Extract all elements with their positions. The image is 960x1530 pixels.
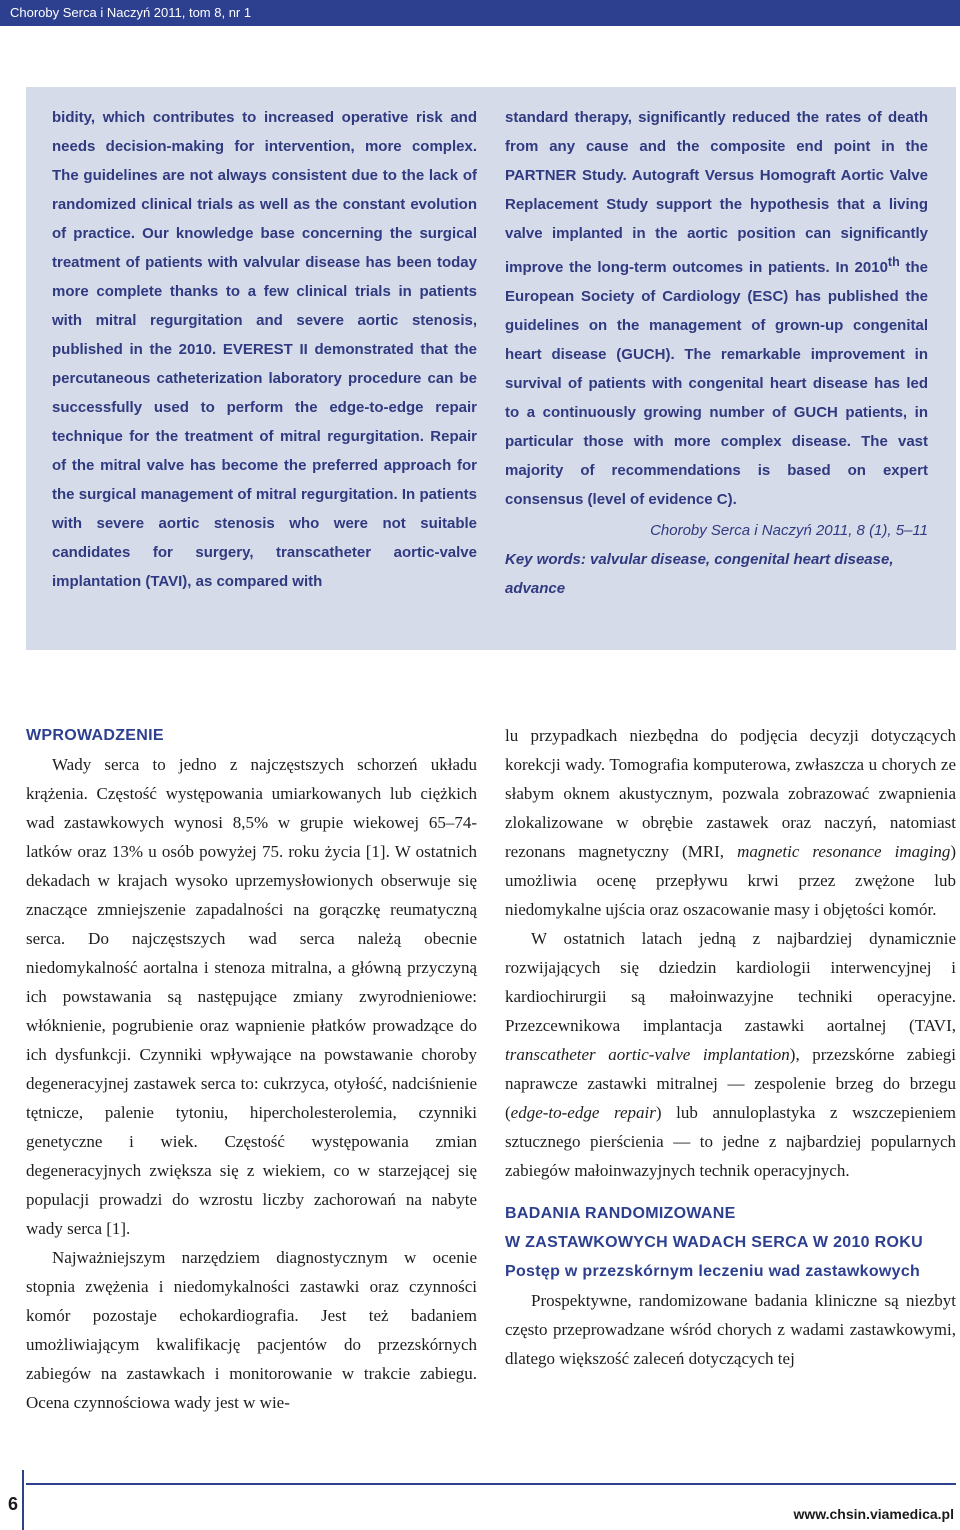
paragraph: W ostatnich latach jedną z najbardziej dynamicznie rozwijających się dziedzin kardiologii interwencyjnej i kardiochirurgii są małoinwazyjne techniki operacyjne. Przezcewnikowa implantacja zastawki aortalnej (TAVI, transcatheter aortic-valve implantation), przezskórne zabiegi naprawcze zastawki mitralnej — zespolenie brzeg do brzegu (edge-to-edge repair) lub annuloplastyka z wszczepieniem sztucznego pierścienia — to jedne z najbardziej popularnych zabiegów małoinwazyjnych technik operacyjnych. [505,929,956,1180]
page-number: 6 [7,1494,18,1514]
running-header: Choroby Serca i Naczyń 2011, tom 8, nr 1 [0,0,960,26]
keywords: Key words: valvular disease, congenital heart disease, advance [505,551,894,597]
section-heading-trials: BADANIA RANDOMIZOWANE [505,1205,736,1222]
site-url: www.chsin.viamedica.pl [793,1506,954,1522]
paragraph: Najważniejszym narzędziem diagnostycznym w ocenie stopnia zwężenia i niedomykalności zastawki oraz czynności komór pozostaje echokardiografia. Jest też badaniem umożliwiającym kwalifikację pacjentów do przezskórnych zabiegów na zastawkach i monitorowanie w trakcie zabiegu. Ocena czynnościowa wady jest w wie- [26,1248,477,1412]
abstract-text-right-2: the European Society of Cardiology (ESC) has published the guidelines on the management of grown-up congenital heart disease (GUCH). The remarkable improvement in survival of patients with congenital heart disease has led to a continuously growing number of GUCH patients, in particular those with more complex disease. The vast majority of recommendations is based on expert consensus (level of evidence C). [505,259,928,508]
emphasis: transcatheter aortic-valve implantation [505,1045,790,1064]
section-heading-trials-line2: W ZASTAWKOWYCH WADACH SERCA W 2010 ROKU [505,1234,923,1251]
subheading: Postęp w przezskórnym leczeniu wad zastawkowych [505,1263,921,1280]
footer-rule [26,1483,956,1485]
abstract-right-column [505,103,928,603]
spacer [505,1185,956,1199]
abstract-left-column [52,103,477,596]
paragraph: lu przypadkach niezbędna do podjęcia decyzji dotyczących korekcji wady. Tomografia komputerowa, zwłaszcza u chorych ze słabym oknem akustycznym, pozwala zobrazować zwapnienia zlokalizowane w obrębie zastawek oraz naczyń, natomiast rezonans magnetyczny (MRI, magnetic resonance imaging) umożliwia ocenę przepływu krwi przez zwężone lub niedomykalne ujścia oraz oszacowanie masy i objętości komór. [505,726,956,919]
superscript-th: th [887,255,900,269]
body-right-column [505,721,956,1373]
citation: Choroby Serca i Naczyń 2011, 8 (1), 5–11 [650,522,928,539]
emphasis: edge-to-edge repair [510,1103,656,1122]
section-heading-intro: WPROWADZENIE [26,727,164,744]
abstract-text-left: bidity, which contributes to increased operative risk and needs decision-making for intervention, more complex. The guidelines are not always consistent due to the lack of randomized clinical trials as well as the constant evolution of practice. Our knowledge base concerning the surgical treatment of patients with valvular disease has been today more complete thanks to a few clinical trials in patients with mitral regurgitation and severe aortic stenosis, published in the 2010. EVEREST II demonstrated that the percutaneous catheterization laboratory procedure can be successfully used to perform the edge-to-edge repair technique for the treatment of mitral regurgitation. Repair of the mitral valve has become the preferred approach for the surgical management of mitral regurgitation. In patients with severe aortic stenosis who were not suitable candidates for surgery, transcatheter aortic-valve implantation (TAVI), as compared with [52,109,477,590]
emphasis: magnetic resonance imaging [737,842,951,861]
abstract-text-right-1: standard therapy, significantly reduced the rates of death from any cause and the composite end point in the PARTNER Study. Autograft Versus Homograft Aortic Valve Replacement Study support the hypothesis that a living valve implanted in the aortic position can significantly improve the long-term outcomes in patients. In 2010 [505,109,928,276]
paragraph: Prospektywne, randomizowane badania kliniczne są niezbyt często przeprowadzane wśród chorych z wadami zastawkowymi, dlatego większość zaleceń dotyczących tej [505,1291,956,1368]
paragraph: Wady serca to jedno z najczęstszych schorzeń układu krążenia. Częstość występowania umiarkowanych lub ciężkich wad zastawkowych wynosi 8,5% w grupie wiekowej 65–74-latków oraz 13% u osób powyżej 75. roku życia [1]. W ostatnich dekadach w krajach wysoko uprzemysłowionych obserwuje się znaczące zmniejszenie zapadalności na gorączkę reumatyczną serca. Do najczęstszych wad serca należą obecnie niedomykalność aortalna i stenoza mitralna, a główną przyczyną ich powstawania są następujące zmiany zwyrodnieniowe: włóknienie, pogrubienie oraz wapnienie płatków prowadzące do ich dysfunkcji. Czynniki wpływające na powstawanie choroby degeneracyjnej zastawek serca to: cukrzyca, otyłość, nadciśnienie tętnicze, palenie tytoniu, hipercholesterolemia, czynniki genetyczne i wiek. Częstość występowania zmian degeneracyjnych zwiększa się z wiekiem, co w starzejącej się populacji prowadzi do wzrostu liczby zachorowań na nabyte wady serca [1]. [26,755,477,1238]
body-left-column [26,721,477,1417]
